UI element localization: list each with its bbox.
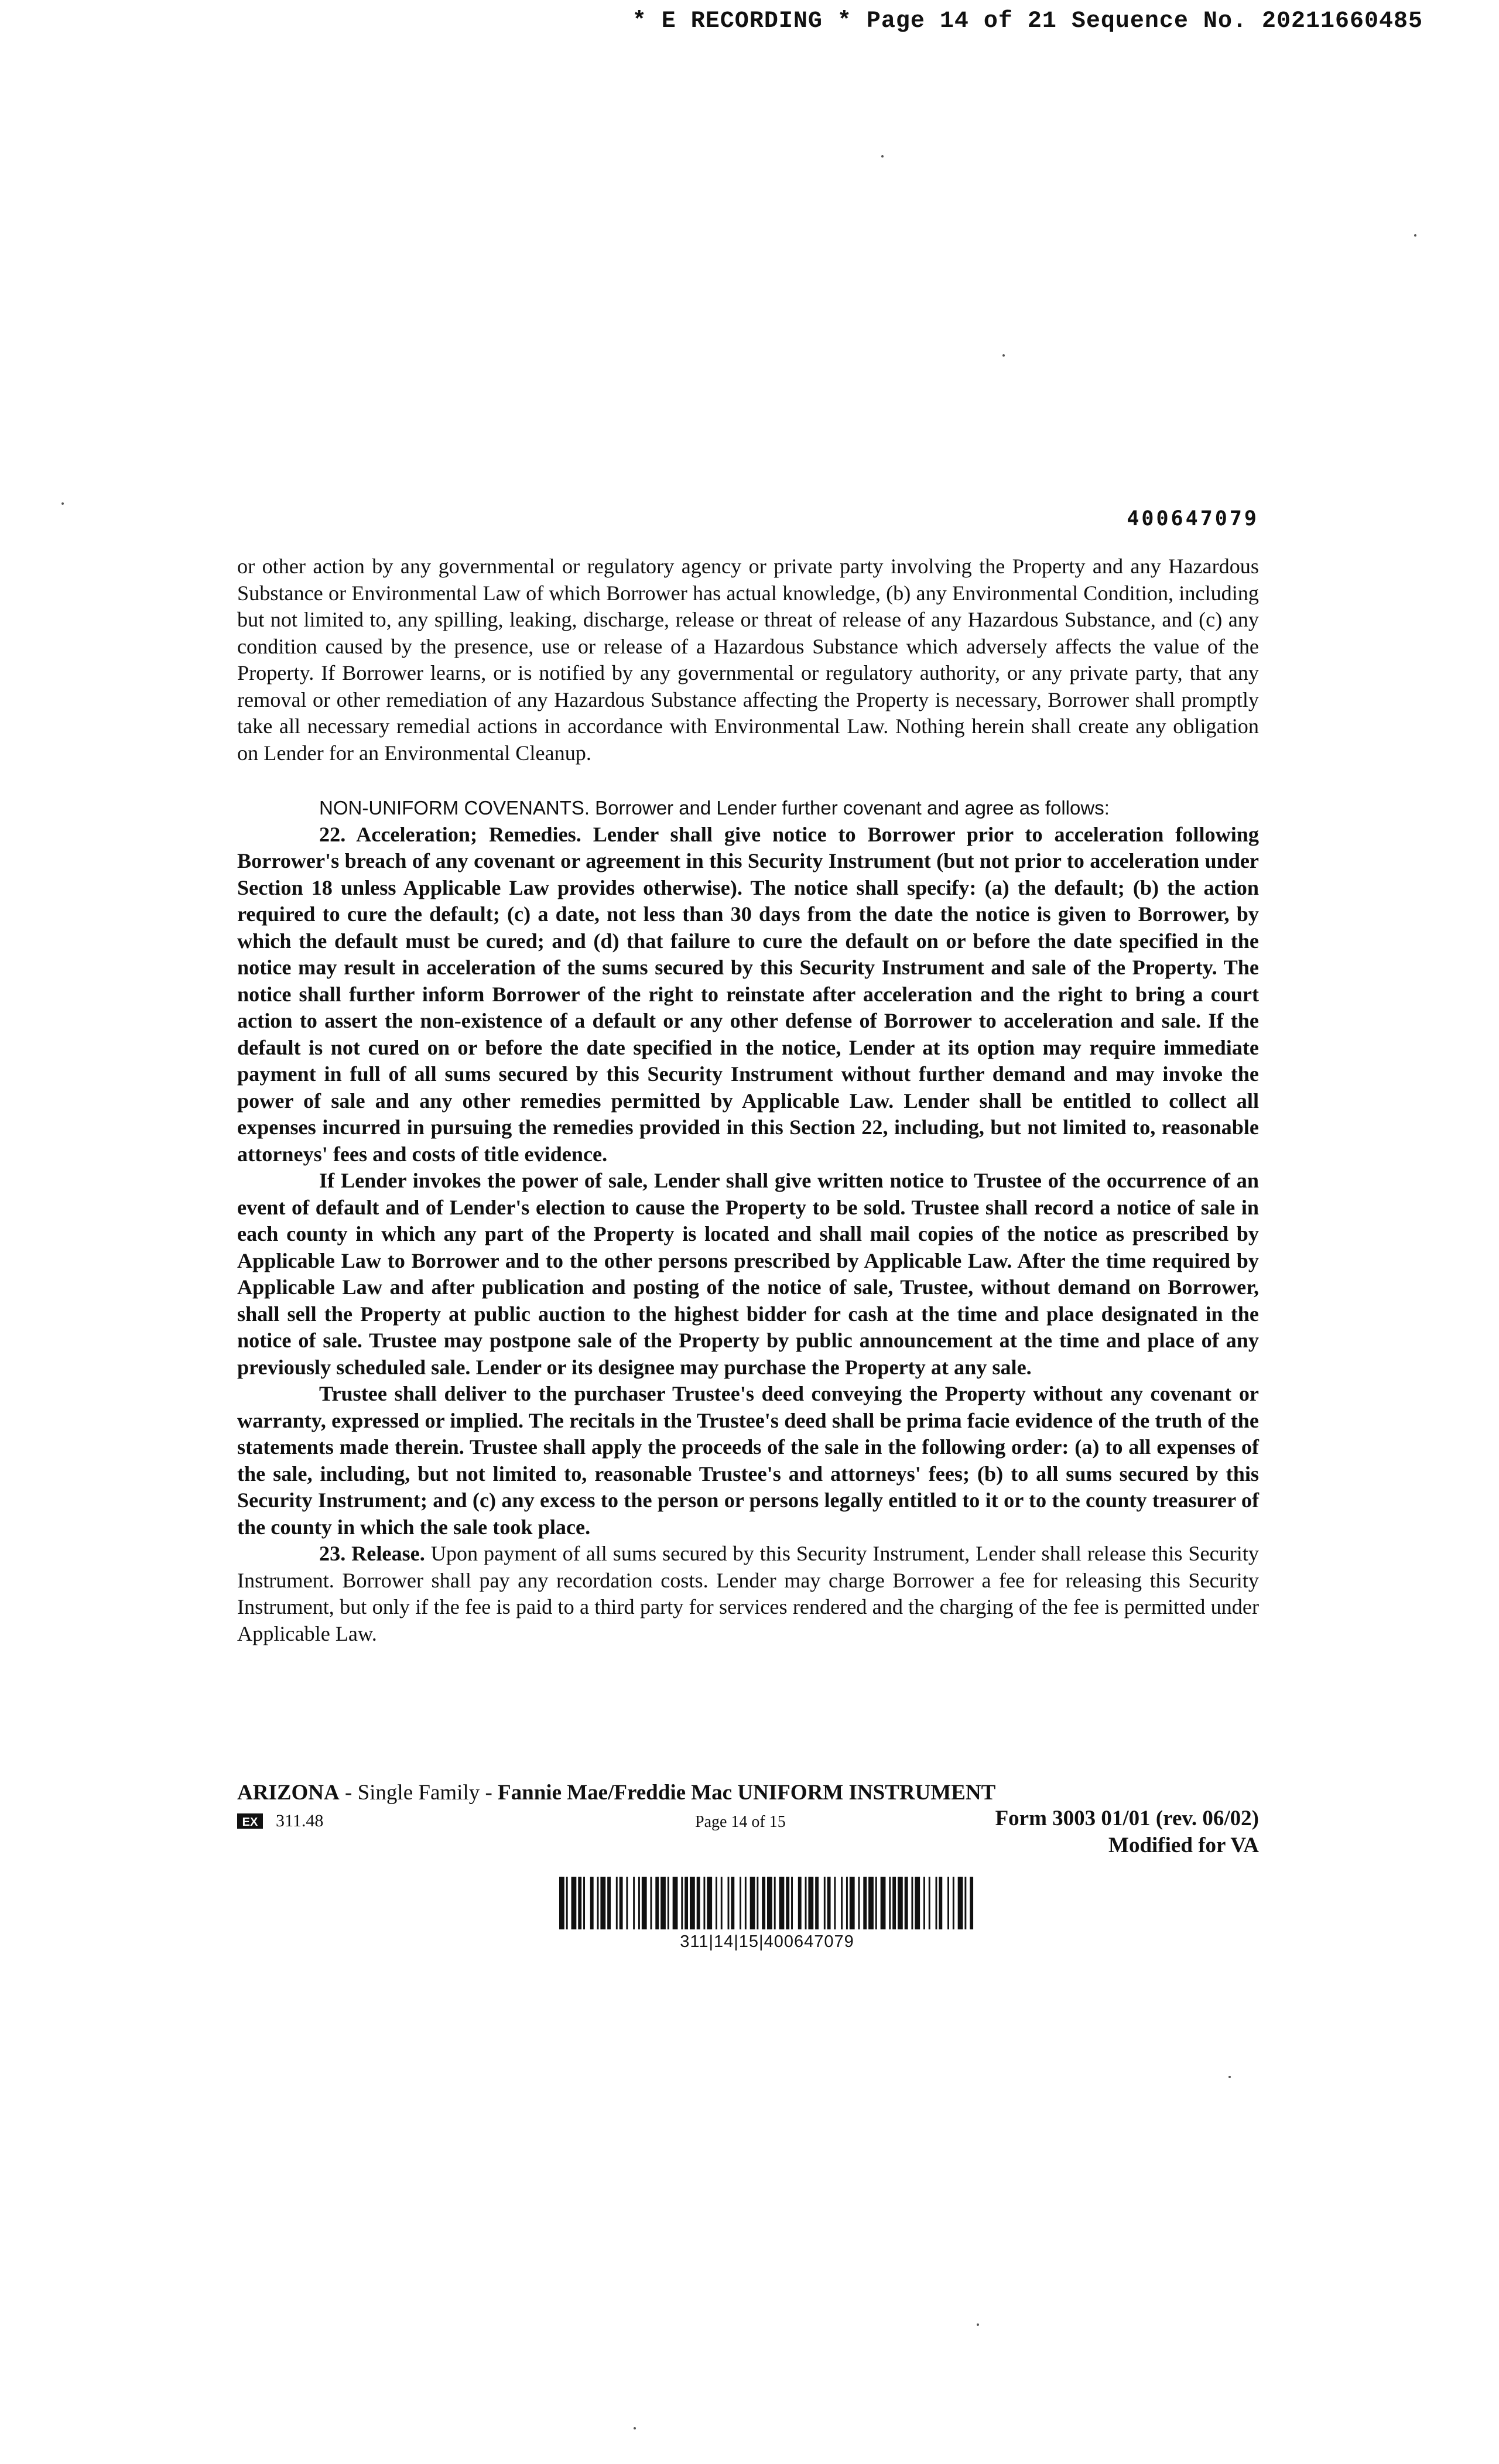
barcode-bar xyxy=(798,1877,802,1929)
barcode-bar xyxy=(846,1877,848,1929)
footer-state: ARIZONA xyxy=(237,1781,340,1805)
barcode-bar xyxy=(881,1877,886,1929)
barcode-bar xyxy=(774,1877,776,1929)
barcode-bar xyxy=(616,1877,618,1929)
barcode-bar xyxy=(964,1877,966,1929)
barcode-bar xyxy=(620,1877,623,1929)
scan-speck xyxy=(977,2323,979,2326)
barcode-bar xyxy=(827,1877,831,1929)
barcode-bar xyxy=(958,1877,963,1929)
barcode-bar xyxy=(728,1877,730,1929)
barcode-bar xyxy=(786,1877,789,1929)
barcode-bar xyxy=(863,1877,867,1929)
footer-row xyxy=(237,1806,1259,1833)
barcode-bar xyxy=(875,1877,877,1929)
barcode-bar xyxy=(660,1877,666,1929)
form-code-number: 311.48 xyxy=(276,1811,324,1830)
barcode-bar xyxy=(740,1877,741,1929)
scan-speck xyxy=(61,502,64,505)
footer-form-code xyxy=(237,1808,323,1834)
footer-modified: Modified for VA xyxy=(1108,1833,1259,1857)
barcode-bar xyxy=(697,1877,700,1929)
footer-separator: - Single Family - xyxy=(339,1781,498,1805)
barcode-bar xyxy=(762,1877,765,1929)
power-of-sale-paragraph: If Lender invokes the power of sale, Lender shall give written notice to Trustee of the occurrence of an event of default and of Lender's election to cause the Property to be sold. Trustee shall record a notice of sale in each county in which any part of the Property is located and shall mail copies of the notice as prescribed by Applicable Law to Borrower and to the other persons prescribed by Applicable Law. After the time required by Applicable Law and after publication and posting of the notice of sale, Trustee, without demand on Borrower, shall sell the Property at public auction to the highest bidder for cash at the time and place designated in the notice of sale. Trustee may postpone sale of the Property by public announcement at the time and place of any previously scheduled sale. Lender or its designee may purchase the Property at any sale. xyxy=(237,1169,1259,1379)
barcode-bar xyxy=(791,1877,793,1929)
scan-speck xyxy=(1002,354,1005,357)
scan-speck xyxy=(634,2427,636,2429)
barcode-bar xyxy=(858,1877,860,1929)
footer-page-number: Page 14 of 15 xyxy=(695,1813,786,1831)
form-footer xyxy=(237,1780,1259,1859)
barcode-bar xyxy=(626,1877,628,1929)
non-uniform-covenants: NON-UNIFORM COVENANTS. Borrower and Lender further covenant and agree as follows: xyxy=(319,797,1110,819)
barcode-bar xyxy=(808,1877,813,1929)
barcode-bar xyxy=(905,1877,908,1929)
scan-speck xyxy=(881,155,884,158)
barcode-bar xyxy=(850,1877,855,1929)
loan-number: 400647079 xyxy=(1127,507,1259,531)
barcode-bar xyxy=(911,1877,913,1929)
barcode-bar xyxy=(936,1877,937,1929)
barcode-bar xyxy=(655,1877,659,1929)
section-23 xyxy=(237,1541,1259,1647)
barcode-bar xyxy=(745,1877,747,1929)
barcode-bar xyxy=(898,1877,903,1929)
barcode-bar xyxy=(750,1877,755,1929)
footer-title xyxy=(237,1780,1259,1806)
section-23-text: Upon payment of all sums secured by this Security Instrument, Lender shall release this Security Instrument. Borrower shall pay any recordation costs. Lender may charge Borrower a fee for releasing this Security Instrument, but only if the fee is paid to a third party for services rendered and the charging of the fee is permitted under Applicable Law. xyxy=(237,1542,1259,1645)
barcode-bar xyxy=(834,1877,836,1929)
barcode-bar xyxy=(607,1877,611,1929)
barcode-bar xyxy=(868,1877,874,1929)
barcode-bar xyxy=(566,1877,568,1929)
recording-header: * E RECORDING * Page 14 of 21 Sequence No. 20211660485 xyxy=(632,8,1423,35)
publisher-logo-icon: EX xyxy=(237,1813,263,1829)
barcode-bar xyxy=(668,1877,669,1929)
barcode-bar xyxy=(767,1877,772,1929)
barcode-bar xyxy=(757,1877,758,1929)
barcode-bar xyxy=(707,1877,712,1929)
barcode-bar xyxy=(690,1877,695,1929)
barcode-bar xyxy=(578,1877,581,1929)
barcode-bar xyxy=(590,1877,594,1929)
environmental-paragraph: or other action by any governmental or regulatory agency or private party involving the Property and any Hazardous Substance or Environmental Law of which Borrower has actual knowledge, (b) any Environmental Condition, including but not limited to, any spilling, leaking, discharge, release or threat of release of any Hazardous Substance, and (c) any condition caused by the presence, use or release of a Hazardous Substance which adversely affects the value of the Property. If Borrower learns, or is notified by any governmental or regulatory authority, or any private party, that any removal or other remediation of any Hazardous Substance affecting the Property is necessary, Borrower shall promptly take all necessary remedial actions in accordance with Environmental Law. Nothing herein shall create any obligation on Lender for an Environmental Cleanup. xyxy=(237,555,1259,765)
barcode-bar xyxy=(805,1877,807,1929)
barcode-bar xyxy=(731,1877,734,1929)
barcode-bar xyxy=(970,1877,973,1929)
barcode-bar xyxy=(939,1877,942,1929)
section-22 xyxy=(237,822,1259,1168)
footer-form-id: Form 3003 01/01 (rev. 06/02) xyxy=(995,1806,1259,1830)
barcode-bar xyxy=(559,1877,564,1929)
barcode-text: 311|14|15|400647079 xyxy=(680,1932,854,1951)
barcode-bar xyxy=(889,1877,891,1929)
barcode-bar xyxy=(673,1877,678,1929)
barcode-bar xyxy=(642,1877,647,1929)
barcode-bar xyxy=(953,1877,954,1929)
barcode-bar xyxy=(681,1877,683,1929)
barcode-bar xyxy=(841,1877,843,1929)
scan-speck xyxy=(1414,234,1416,237)
barcode-bar xyxy=(583,1877,585,1929)
barcode-bar xyxy=(721,1877,723,1929)
barcode-bar xyxy=(824,1877,826,1929)
section-22-text: Lender shall give notice to Borrower prior to acceleration following Borrower's breach of any covenant or agreement in this Security Instrument (but not prior to acceleration under Section 18 unless Applicable Law provides otherwise). The notice shall specify: (a) the default; (b) the action required to cure the default; (c) a date, not less than 30 days from the date the notice is given to Borrower, by which the default must be cured; and (d) that failure to cure the default on or before the date specified in the notice may result in acceleration of the sums secured by this Security Instrument and sale of the Property. The notice shall further inform Borrower of the right to reinstate after acceleration and the right to bring a court action to assert the non-existence of a default or any other defense of Borrower to acceleration and sale. If the default is not cured on or before the date specified in the notice, Lender at its option may require immediate payment in full of all sums secured by this Security Instrument without further demand and may invoke the power of sale and any other remedies permitted by Applicable Law. Lender shall be entitled to collect all expenses incurred in pursuing the remedies provided in this Section 22, including, but not limited to, reasonable attorneys' fees and costs of title evidence. xyxy=(237,822,1259,1166)
barcode-bar xyxy=(923,1877,925,1929)
barcode-bar xyxy=(597,1877,599,1929)
section-22-heading: 22. Acceleration; Remedies. xyxy=(319,822,581,846)
barcode-bar xyxy=(703,1877,705,1929)
barcode-bar xyxy=(929,1877,930,1929)
barcode-bar xyxy=(779,1877,785,1929)
scan-speck xyxy=(1228,2076,1231,2078)
footer-instrument: Fannie Mae/Freddie Mac UNIFORM INSTRUMENT xyxy=(498,1781,996,1805)
barcode-bar xyxy=(947,1877,949,1929)
barcode-bar xyxy=(892,1877,896,1929)
barcode-bar xyxy=(685,1877,688,1929)
document-body xyxy=(237,553,1259,1647)
barcode-bar xyxy=(815,1877,819,1929)
barcode-bar xyxy=(600,1877,605,1929)
barcode-bar xyxy=(571,1877,577,1929)
barcode-bar xyxy=(915,1877,920,1929)
barcode-bar xyxy=(633,1877,635,1929)
barcode-icon xyxy=(559,1877,975,1929)
section-23-heading: 23. Release. xyxy=(319,1542,425,1565)
barcode-bar xyxy=(651,1877,652,1929)
barcode-bar xyxy=(716,1877,717,1929)
trustee-deed-paragraph: Trustee shall deliver to the purchaser Trustee's deed conveying the Property without any covenant or warranty, expressed or implied. The recitals in the Trustee's deed shall be prima facie evidence of the truth of the statements made therein. Trustee shall apply the proceeds of the sale in the following order: (a) to all expenses of the sale, including, but not limited to, reasonable Trustee's and attorneys' fees; (b) to all sums secured by this Security Instrument; and (c) any excess to the person or persons legally entitled to it or to the county treasurer of the county in which the sale took place. xyxy=(237,1382,1259,1539)
barcode-bar xyxy=(638,1877,640,1929)
